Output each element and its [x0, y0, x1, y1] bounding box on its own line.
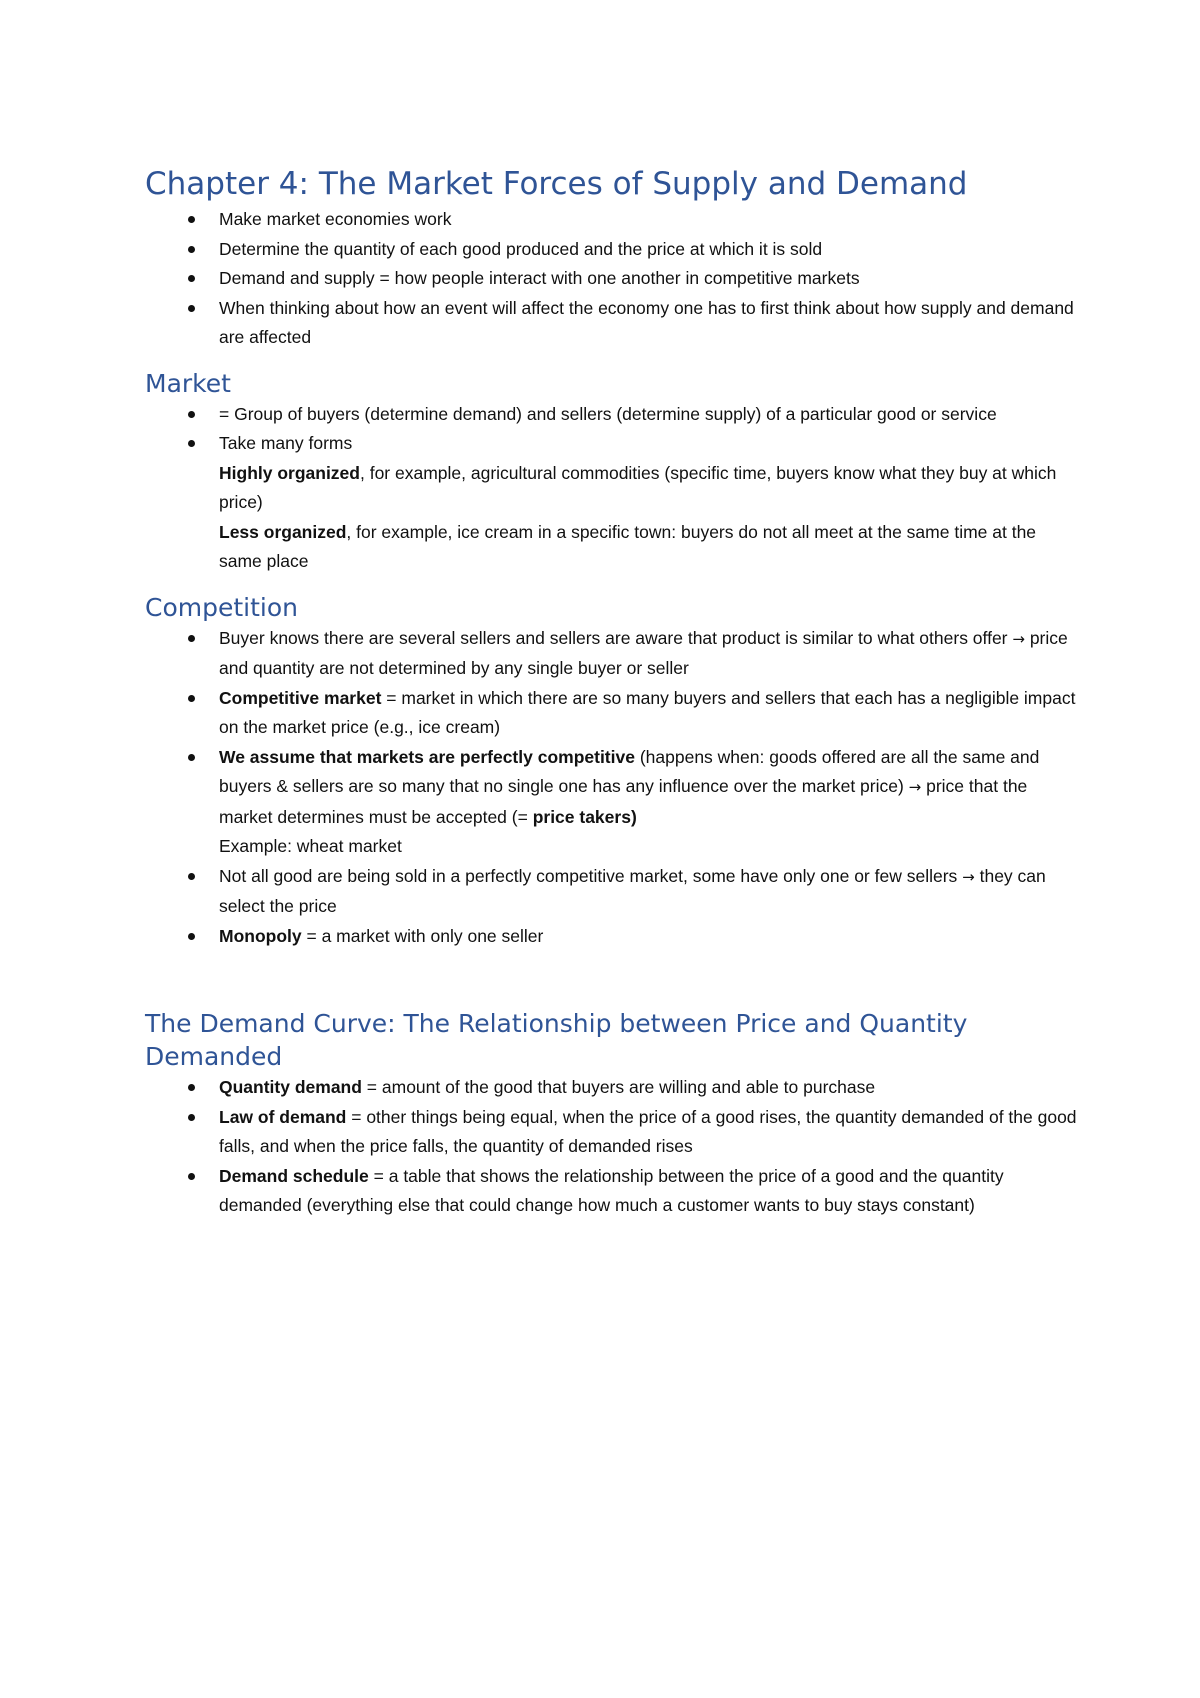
- list-item: = Group of buyers (determine demand) and sellers (determine supply) of a particular good or service: [145, 400, 1080, 430]
- bold-term: Competitive market: [219, 687, 382, 708]
- arrow-icon: →: [908, 778, 922, 796]
- list-item: [145, 1073, 1080, 1103]
- list-item-continuation: [145, 518, 1080, 577]
- bold-term: price takers): [532, 806, 637, 827]
- bold-term: Monopoly: [219, 925, 302, 946]
- list-item: [145, 624, 1080, 684]
- bold-term: Law of demand: [219, 1106, 347, 1127]
- list-item-continuation: Example: wheat market: [219, 836, 402, 856]
- list-item: Make market economies work: [145, 205, 1080, 235]
- list-item: [145, 1103, 1080, 1162]
- bold-term: Highly organized: [219, 462, 360, 483]
- list-item-text: Not all good are being sold in a perfectly competitive market, some have only one or few sellers: [219, 865, 963, 886]
- list-item-text: price that the market determines must be accepted (=: [219, 776, 1028, 827]
- list-item-text: , for example, ice cream in a specific town: buyers do not all meet at the same time at the same place: [219, 521, 1037, 571]
- bold-term: Demand schedule: [219, 1165, 369, 1186]
- list-item: Determine the quantity of each good produced and the price at which it is sold: [145, 235, 1080, 265]
- competition-list: [145, 624, 1080, 952]
- demand-curve-list: [145, 1073, 1080, 1221]
- list-item: When thinking about how an event will affect the economy one has to first think about how supply and demand are affected: [145, 294, 1080, 353]
- list-item-text: they can select the price: [219, 865, 1046, 916]
- list-item-text: = a table that shows the relationship between the price of a good and the quantity demanded (everything else that could change how much a customer wants to buy stays constant): [219, 1165, 1004, 1215]
- list-item: Demand and supply = how people interact with one another in competitive markets: [145, 264, 1080, 294]
- list-item-text: = market in which there are so many buyers and sellers that each has a negligible impact on the market price (e.g., ice cream): [219, 687, 1076, 737]
- list-item: [145, 429, 1080, 459]
- list-item: [145, 743, 1080, 833]
- market-list: [145, 400, 1080, 577]
- list-item: [145, 684, 1080, 743]
- bold-term: Quantity demand: [219, 1077, 362, 1097]
- list-item-text: = amount of the good that buyers are willing and able to purchase: [361, 1077, 876, 1097]
- list-item-text: Buyer knows there are several sellers and sellers are aware that product is similar to what others offer: [219, 627, 1013, 648]
- list-item-text: , for example, agricultural commodities (specific time, buyers know what they buy at which price): [219, 462, 1057, 512]
- section-heading-competition: Competition: [145, 592, 298, 622]
- intro-list: [145, 205, 1080, 353]
- arrow-icon: →: [1012, 629, 1025, 648]
- list-item-text: = other things being equal, when the price of a good rises, the quantity demanded of the good falls, and when the price falls, the quantity of demanded rises: [219, 1106, 1077, 1156]
- list-item-continuation: [145, 459, 1080, 518]
- list-item: [145, 1162, 1080, 1221]
- bold-term: Less organized: [219, 521, 347, 542]
- chapter-title: Chapter 4: The Market Forces of Supply and Demand: [145, 166, 968, 202]
- list-item: [145, 862, 1080, 922]
- bold-term: We assume that markets are perfectly competitive: [219, 746, 635, 767]
- list-item-text: price and quantity are not determined by any single buyer or seller: [219, 627, 1068, 678]
- list-item-text: (happens when: goods offered are all the same and buyers & sellers are so many that no single one has any influence over the market price): [219, 746, 1040, 796]
- section-heading-demand-curve: The Demand Curve: The Relationship between Price and Quantity Demanded: [145, 1009, 968, 1071]
- section-heading-market: Market: [145, 368, 231, 398]
- list-item-text: Take many forms: [219, 433, 353, 453]
- arrow-icon: →: [962, 867, 975, 886]
- list-item: [145, 922, 1080, 952]
- list-item-text: = a market with only one seller: [301, 925, 544, 946]
